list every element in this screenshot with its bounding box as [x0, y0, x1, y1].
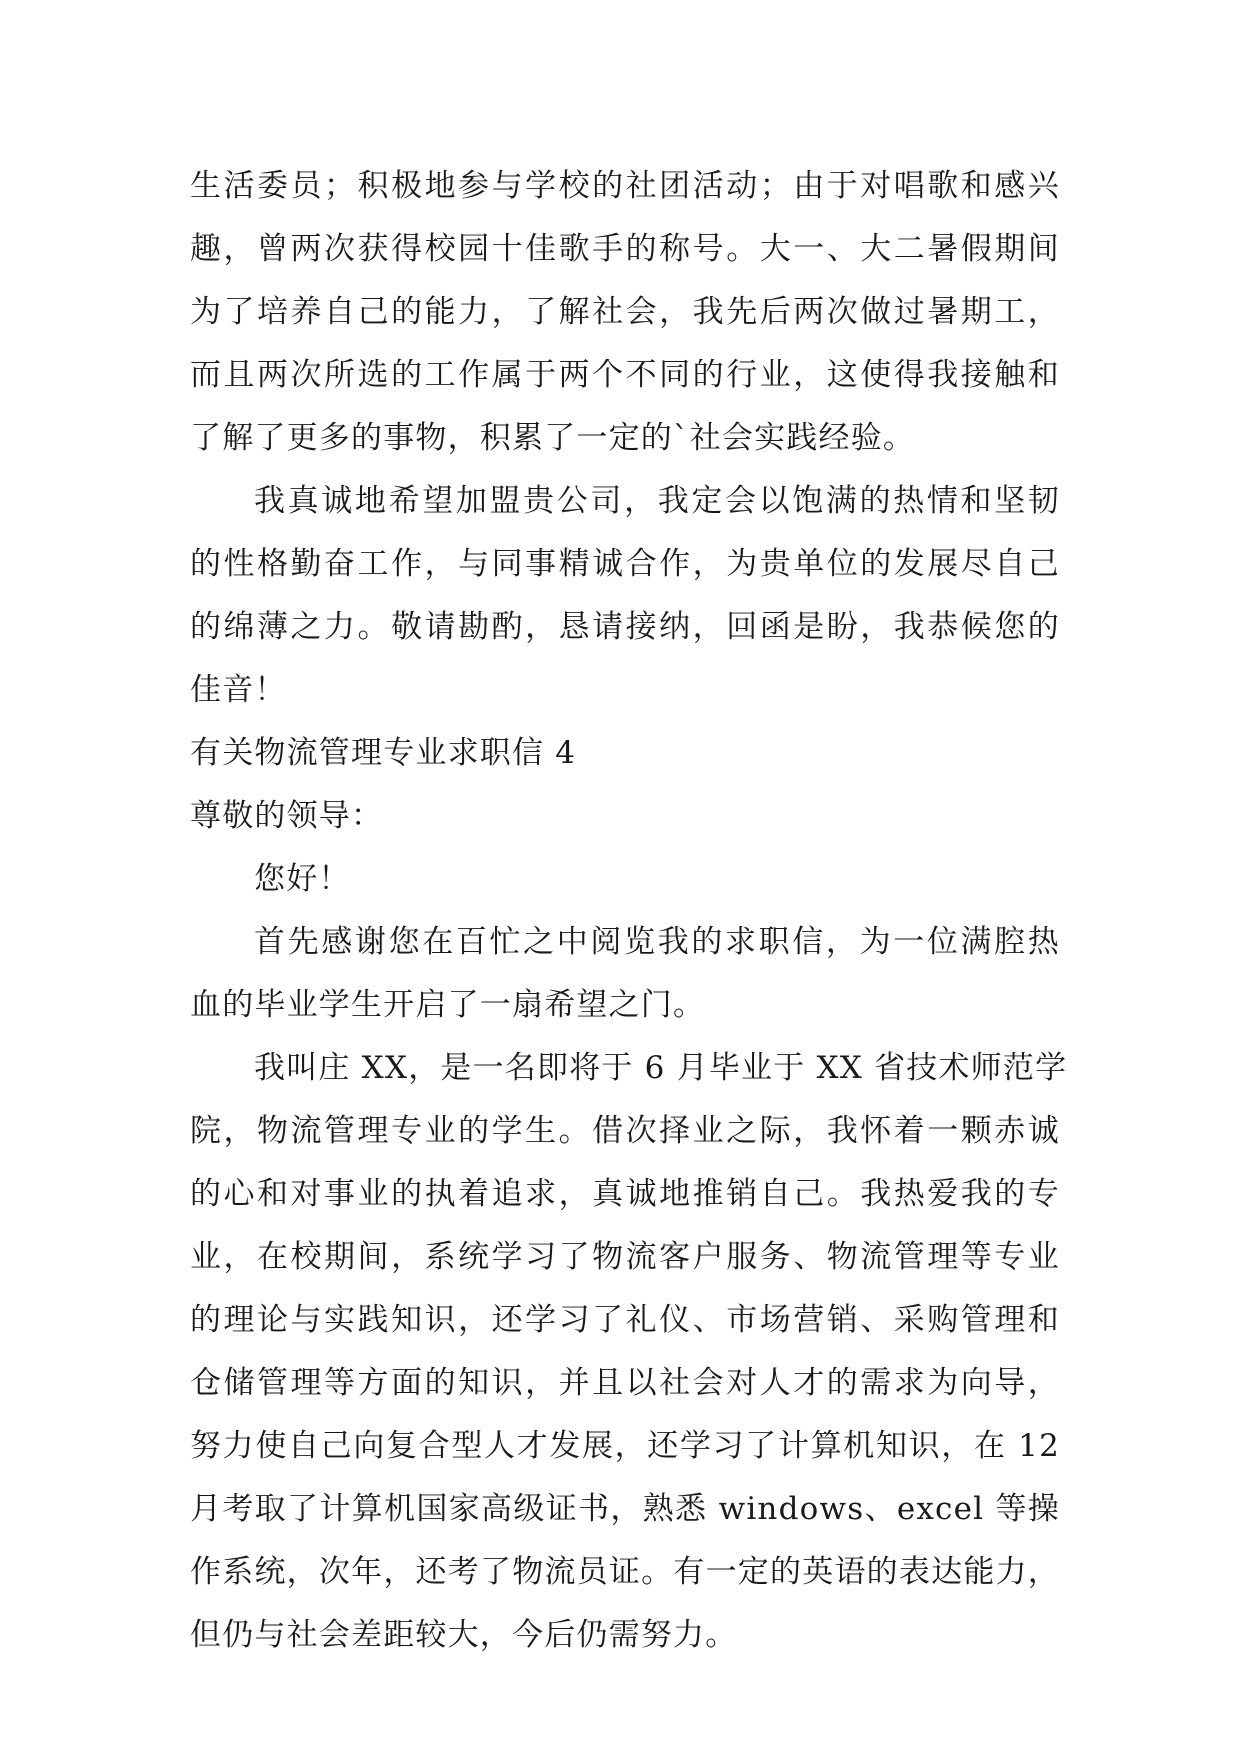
text-line: 为了培养自己的能力，了解社会，我先后两次做过暑期工， [190, 294, 1060, 330]
text-line: 但仍与社会差距较大，今后仍需努力。 [190, 1617, 738, 1653]
text-line: 我真诚地希望加盟贵公司，我定会以饱满的热情和坚韧 [254, 483, 1060, 519]
text-line: 首先感谢您在百忙之中阅览我的求职信，为一位满腔热 [254, 924, 1060, 960]
paragraph-self-introduction [190, 1037, 1068, 1667]
text-line: 我叫庄 XX，是一名即将于 6 月毕业于 XX 省技术师范学 [254, 1050, 1068, 1086]
greeting [190, 848, 1060, 911]
text-line: 的理论与实践知识，还学习了礼仪、市场营销、采购管理和 [190, 1302, 1060, 1338]
paragraph-hope-to-join [190, 470, 1060, 722]
paragraph-experience [190, 155, 1060, 470]
text-line: 业，在校期间，系统学习了物流客户服务、物流管理等专业 [190, 1239, 1060, 1275]
text-line: 趣，曾两次获得校园十佳歌手的称号。大一、大二暑假期间 [190, 231, 1060, 267]
paragraph-thanks [190, 911, 1060, 1037]
heading-text: 有关物流管理专业求职信 4 [190, 735, 577, 771]
text-line: 了解了更多的事物，积累了一定的`社会实践经验。 [190, 420, 916, 456]
text-line: 仓储管理等方面的知识，并且以社会对人才的需求为向导， [190, 1365, 1060, 1401]
document-body [190, 155, 1068, 1667]
text-line: 院，物流管理专业的学生。借次择业之际，我怀着一颗赤诚 [190, 1113, 1060, 1149]
text-line: 的性格勤奋工作，与同事精诚合作，为贵单位的发展尽自己 [190, 546, 1060, 582]
text-line: 而且两次所选的工作属于两个不同的行业，这使得我接触和 [190, 357, 1060, 393]
salutation-text: 尊敬的领导： [190, 798, 384, 834]
text-line: 月考取了计算机国家高级证书，熟悉 windows、excel 等操 [190, 1491, 1060, 1527]
section-heading [190, 722, 1060, 785]
text-line: 的心和对事业的执着追求，真诚地推销自己。我热爱我的专 [190, 1176, 1060, 1212]
text-line: 努力使自己向复合型人才发展，还学习了计算机知识，在 12 [190, 1428, 1060, 1464]
greeting-text: 您好！ [254, 861, 351, 897]
text-line: 生活委员；积极地参与学校的社团活动；由于对唱歌和感兴 [190, 168, 1060, 204]
text-line: 作系统，次年，还考了物流员证。有一定的英语的表达能力， [190, 1554, 1060, 1590]
text-line: 佳音！ [190, 672, 287, 708]
text-line: 的绵薄之力。敬请勘酌，恳请接纳，回函是盼，我恭候您的 [190, 609, 1060, 645]
salutation [190, 785, 1060, 848]
text-line: 血的毕业学生开启了一扇希望之门。 [190, 987, 706, 1023]
